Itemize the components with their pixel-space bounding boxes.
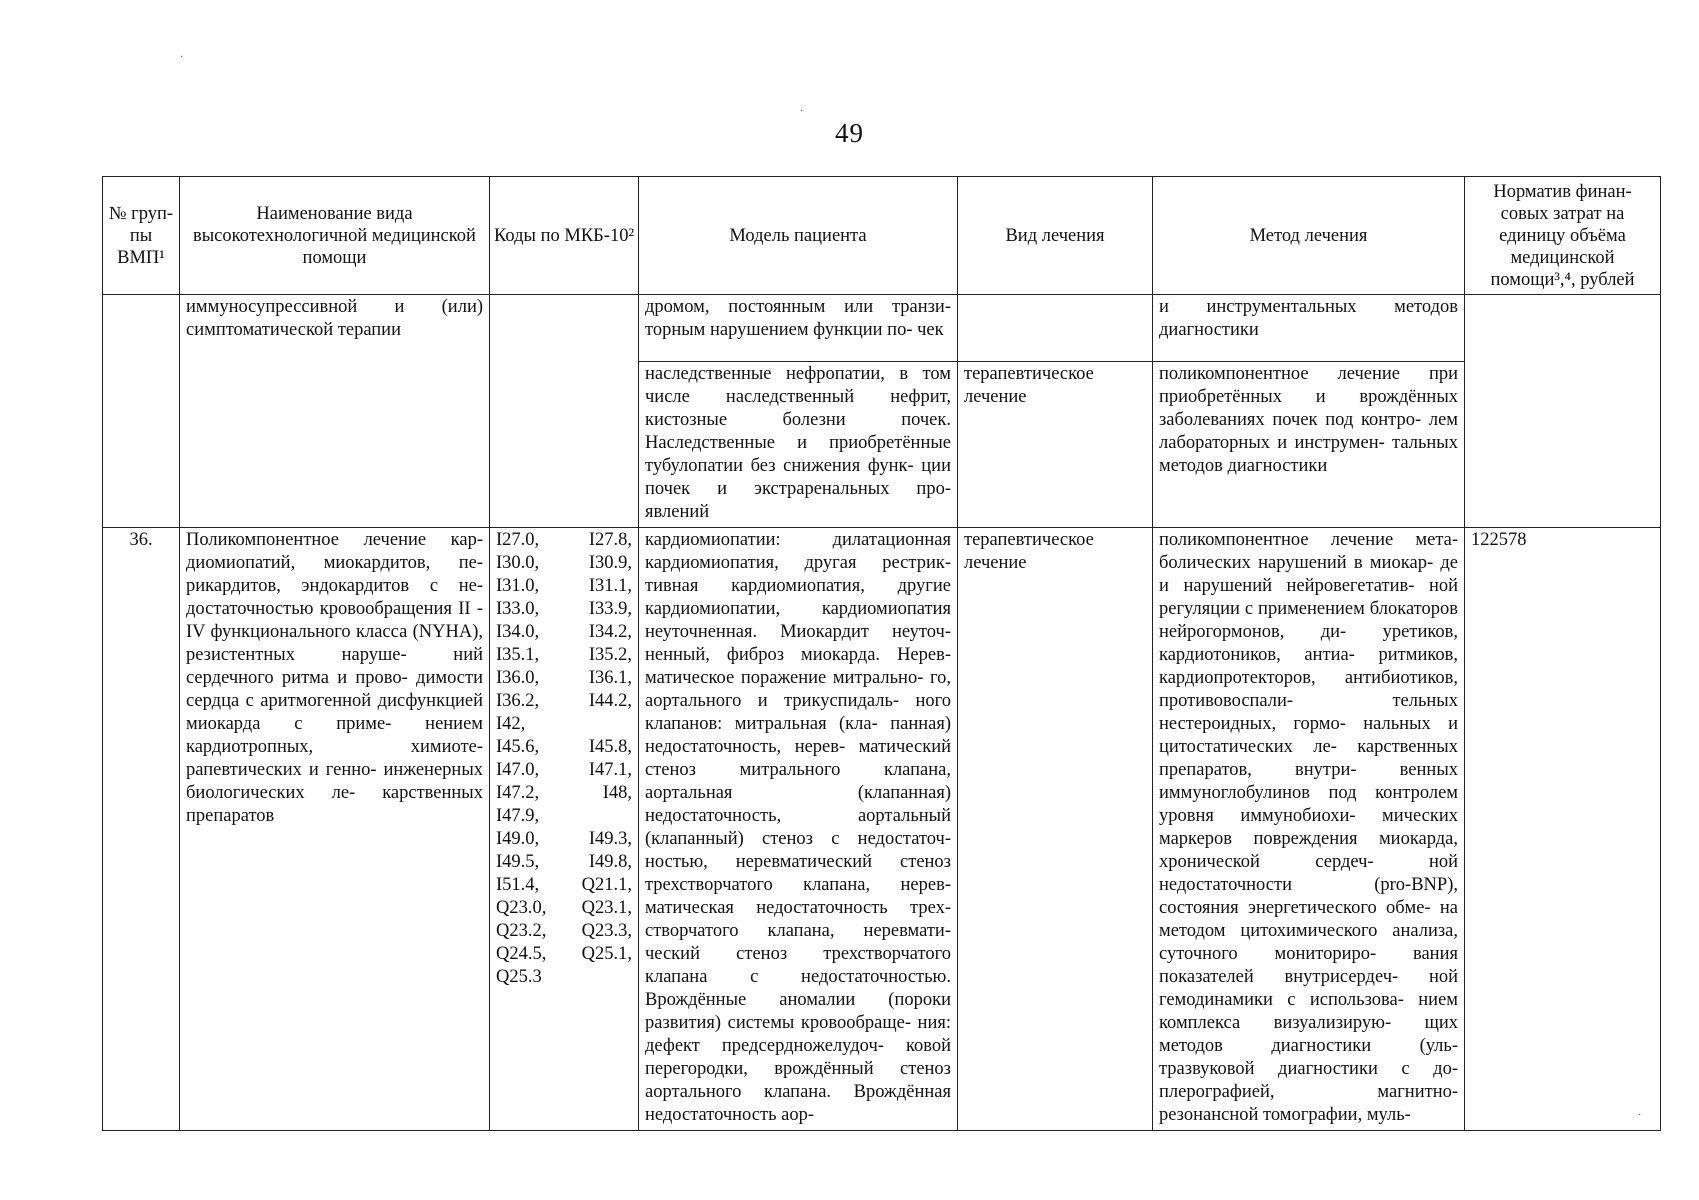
header-icd10-codes: Коды по МКБ-10² — [490, 177, 639, 295]
row-icd10-codes — [490, 528, 639, 1131]
icd10-code: Q24.5, — [496, 944, 547, 964]
scan-speck: · — [1638, 1110, 1642, 1121]
icd10-code: I31.1, — [588, 576, 632, 596]
row-group-number — [103, 295, 180, 528]
icd10-code: Q23.2, — [496, 921, 547, 941]
row-treatment-method: и инструментальных методов диагностики — [1153, 295, 1465, 362]
icd10-code — [565, 966, 632, 989]
icd10-code: I48, — [602, 783, 632, 803]
icd10-code: I30.0, — [496, 553, 540, 573]
icd10-code: Q21.1, — [581, 875, 632, 895]
row-treatment-method: поликомпонентное лечение мета- болических нарушений в миокар- де и нарушений нейровегетатив- ной регуляции с применением блокаторов нейрогормонов, ди- уретиков, кардиотоников, антиа- ритмиков, кардиопротекторов, антибиотиков, противовоспали- тельных нестероидных, гормо- нальных и цитостатических ле- карственных препаратов, внутри- венных иммуноглобулинов под контролем уровня иммунобиохи- мических маркеров повреждения миокарда, хронической сердеч- ной недостаточности (pro-BNP), состояния энергетического обме- на методом цитохимического анализа, суточного мониториро- вания показателей внутрисердеч- ной гемодинамики с использова- нием комплекса визуализирую- щих методов диагностики (уль- тразвуковой диагностики с до- плерографией, магнитно- резонансной томографии, муль- — [1153, 528, 1465, 1131]
icd10-code: Q25.3 — [496, 967, 542, 987]
icd10-code: I31.0, — [496, 576, 540, 596]
row-care-type-name: иммуносупрессивной и (или) симптоматической терапии — [180, 295, 490, 528]
icd10-code: I51.4, — [496, 875, 540, 895]
row-treatment-type — [958, 295, 1153, 362]
icd10-code: I33.9, — [588, 599, 632, 619]
scan-speck: · — [180, 52, 184, 63]
scan-speck: · — [800, 106, 804, 117]
icd10-code: Q23.0, — [496, 898, 547, 918]
page-number: 49 — [835, 118, 864, 148]
row-care-type-name: Поликомпонентное лечение кар- диомиопатий, миокардитов, пе- рикардитов, эндокардитов с не- достаточностью кровообращения II - IV функционального класса (NYHA), резистентных наруше- ний сердечного ритма и прово- димости сердца с аритмогенной дисфункцией миокарда с приме- нением кардиотропных, химиоте- рапевтических и генно- инженерных биологических ле- карственных препаратов — [180, 528, 490, 1131]
icd10-code: I47.1, — [588, 760, 632, 780]
icd10-code: I35.2, — [588, 645, 632, 665]
header-group-number: № груп- пы ВМП¹ — [103, 177, 180, 295]
icd10-code: I47.0, — [496, 760, 540, 780]
icd10-code-list — [496, 529, 632, 989]
icd10-code: I49.5, — [496, 852, 540, 872]
row-cost-norm: 122578 — [1465, 528, 1661, 1131]
icd10-code: I36.1, — [588, 668, 632, 688]
header-treatment-method: Метод лечения — [1153, 177, 1465, 295]
header-treatment-type: Вид лечения — [958, 177, 1153, 295]
table-header-row — [103, 177, 1661, 295]
row-treatment-type: терапевтическое лечение — [958, 362, 1153, 528]
row-patient-model: дромом, постоянным или транзи- торным нарушением функции по- чек — [639, 295, 958, 362]
row-icd10-codes — [490, 295, 639, 528]
table-row — [103, 528, 1661, 1131]
row-group-number: 36. — [103, 528, 180, 1131]
icd10-code: Q25.1, — [581, 944, 632, 964]
icd10-code: I49.3, — [588, 829, 632, 849]
vmp-table — [102, 176, 1661, 1131]
icd10-code: I36.2, I42, — [496, 691, 540, 734]
icd10-code: I47.2, I47.9, — [496, 783, 540, 826]
table-row — [103, 295, 1661, 362]
icd10-code: I34.2, — [588, 622, 632, 642]
header-care-type-name: Наименование вида высокотехнологичной медицинской помощи — [180, 177, 490, 295]
row-cost-norm — [1465, 295, 1661, 528]
header-patient-model: Модель пациента — [639, 177, 958, 295]
icd10-code: Q23.1, — [581, 898, 632, 918]
row-patient-model: наследственные нефропатии, в том числе наследственный нефрит, кистозные болезни почек. Наследственные и приобретённые тубулопатии без снижения функ- ции почек и экстраренальных про- явлений — [639, 362, 958, 528]
icd10-code: I35.1, — [496, 645, 540, 665]
icd10-code: I36.0, — [496, 668, 540, 688]
icd10-code: I45.8, — [588, 737, 632, 757]
icd10-code: I34.0, — [496, 622, 540, 642]
icd10-code: I33.0, — [496, 599, 540, 619]
icd10-code: Q23.3, — [581, 921, 632, 941]
icd10-code: I30.9, — [588, 553, 632, 573]
icd10-code: I49.8, — [588, 852, 632, 872]
icd10-code: I27.8, — [588, 530, 632, 550]
icd10-code: I45.6, — [496, 737, 540, 757]
icd10-code: I44.2, — [588, 691, 632, 711]
icd10-code: I49.0, — [496, 829, 540, 849]
row-treatment-method: поликомпонентное лечение при приобретённых и врождённых заболеваниях почек под контро- лем лабораторных и инструмен- тальных методов диагностики — [1153, 362, 1465, 528]
header-cost-norm: Норматив финан- совых затрат на единицу объёма медицинской помощи³,⁴, рублей — [1465, 177, 1661, 295]
icd10-code: I27.0, — [496, 530, 540, 550]
row-patient-model: кардиомиопатии: дилатационная кардиомиопатия, другая рестрик- тивная кардиомиопатия, другие кардиомиопатии, кардиомиопатия неуточненная. Миокардит неуточ- ненный, фиброз миокарда. Нерев- матическое поражение митрально- го, аортального и трикуспидаль- ного клапанов: митральная (кла- панная) недостаточность, нерев- матический стеноз митрального клапана, аортальная (клапанная) недостаточность, аортальный (клапанный) стеноз с недостаточ- ностью, неревматический стеноз трехстворчатого клапана, нерев- матическая недостаточность трех- створчатого клапана, неревмати- ческий стеноз трехстворчатого клапана с недостаточностью. Врождённые аномалии (пороки развития) системы кровообраще- ния: дефект предсердножелудоч- ковой перегородки, врождённый стеноз аортального клапана. Врождённая недостаточность аор- — [639, 528, 958, 1131]
row-treatment-type: терапевтическое лечение — [958, 528, 1153, 1131]
